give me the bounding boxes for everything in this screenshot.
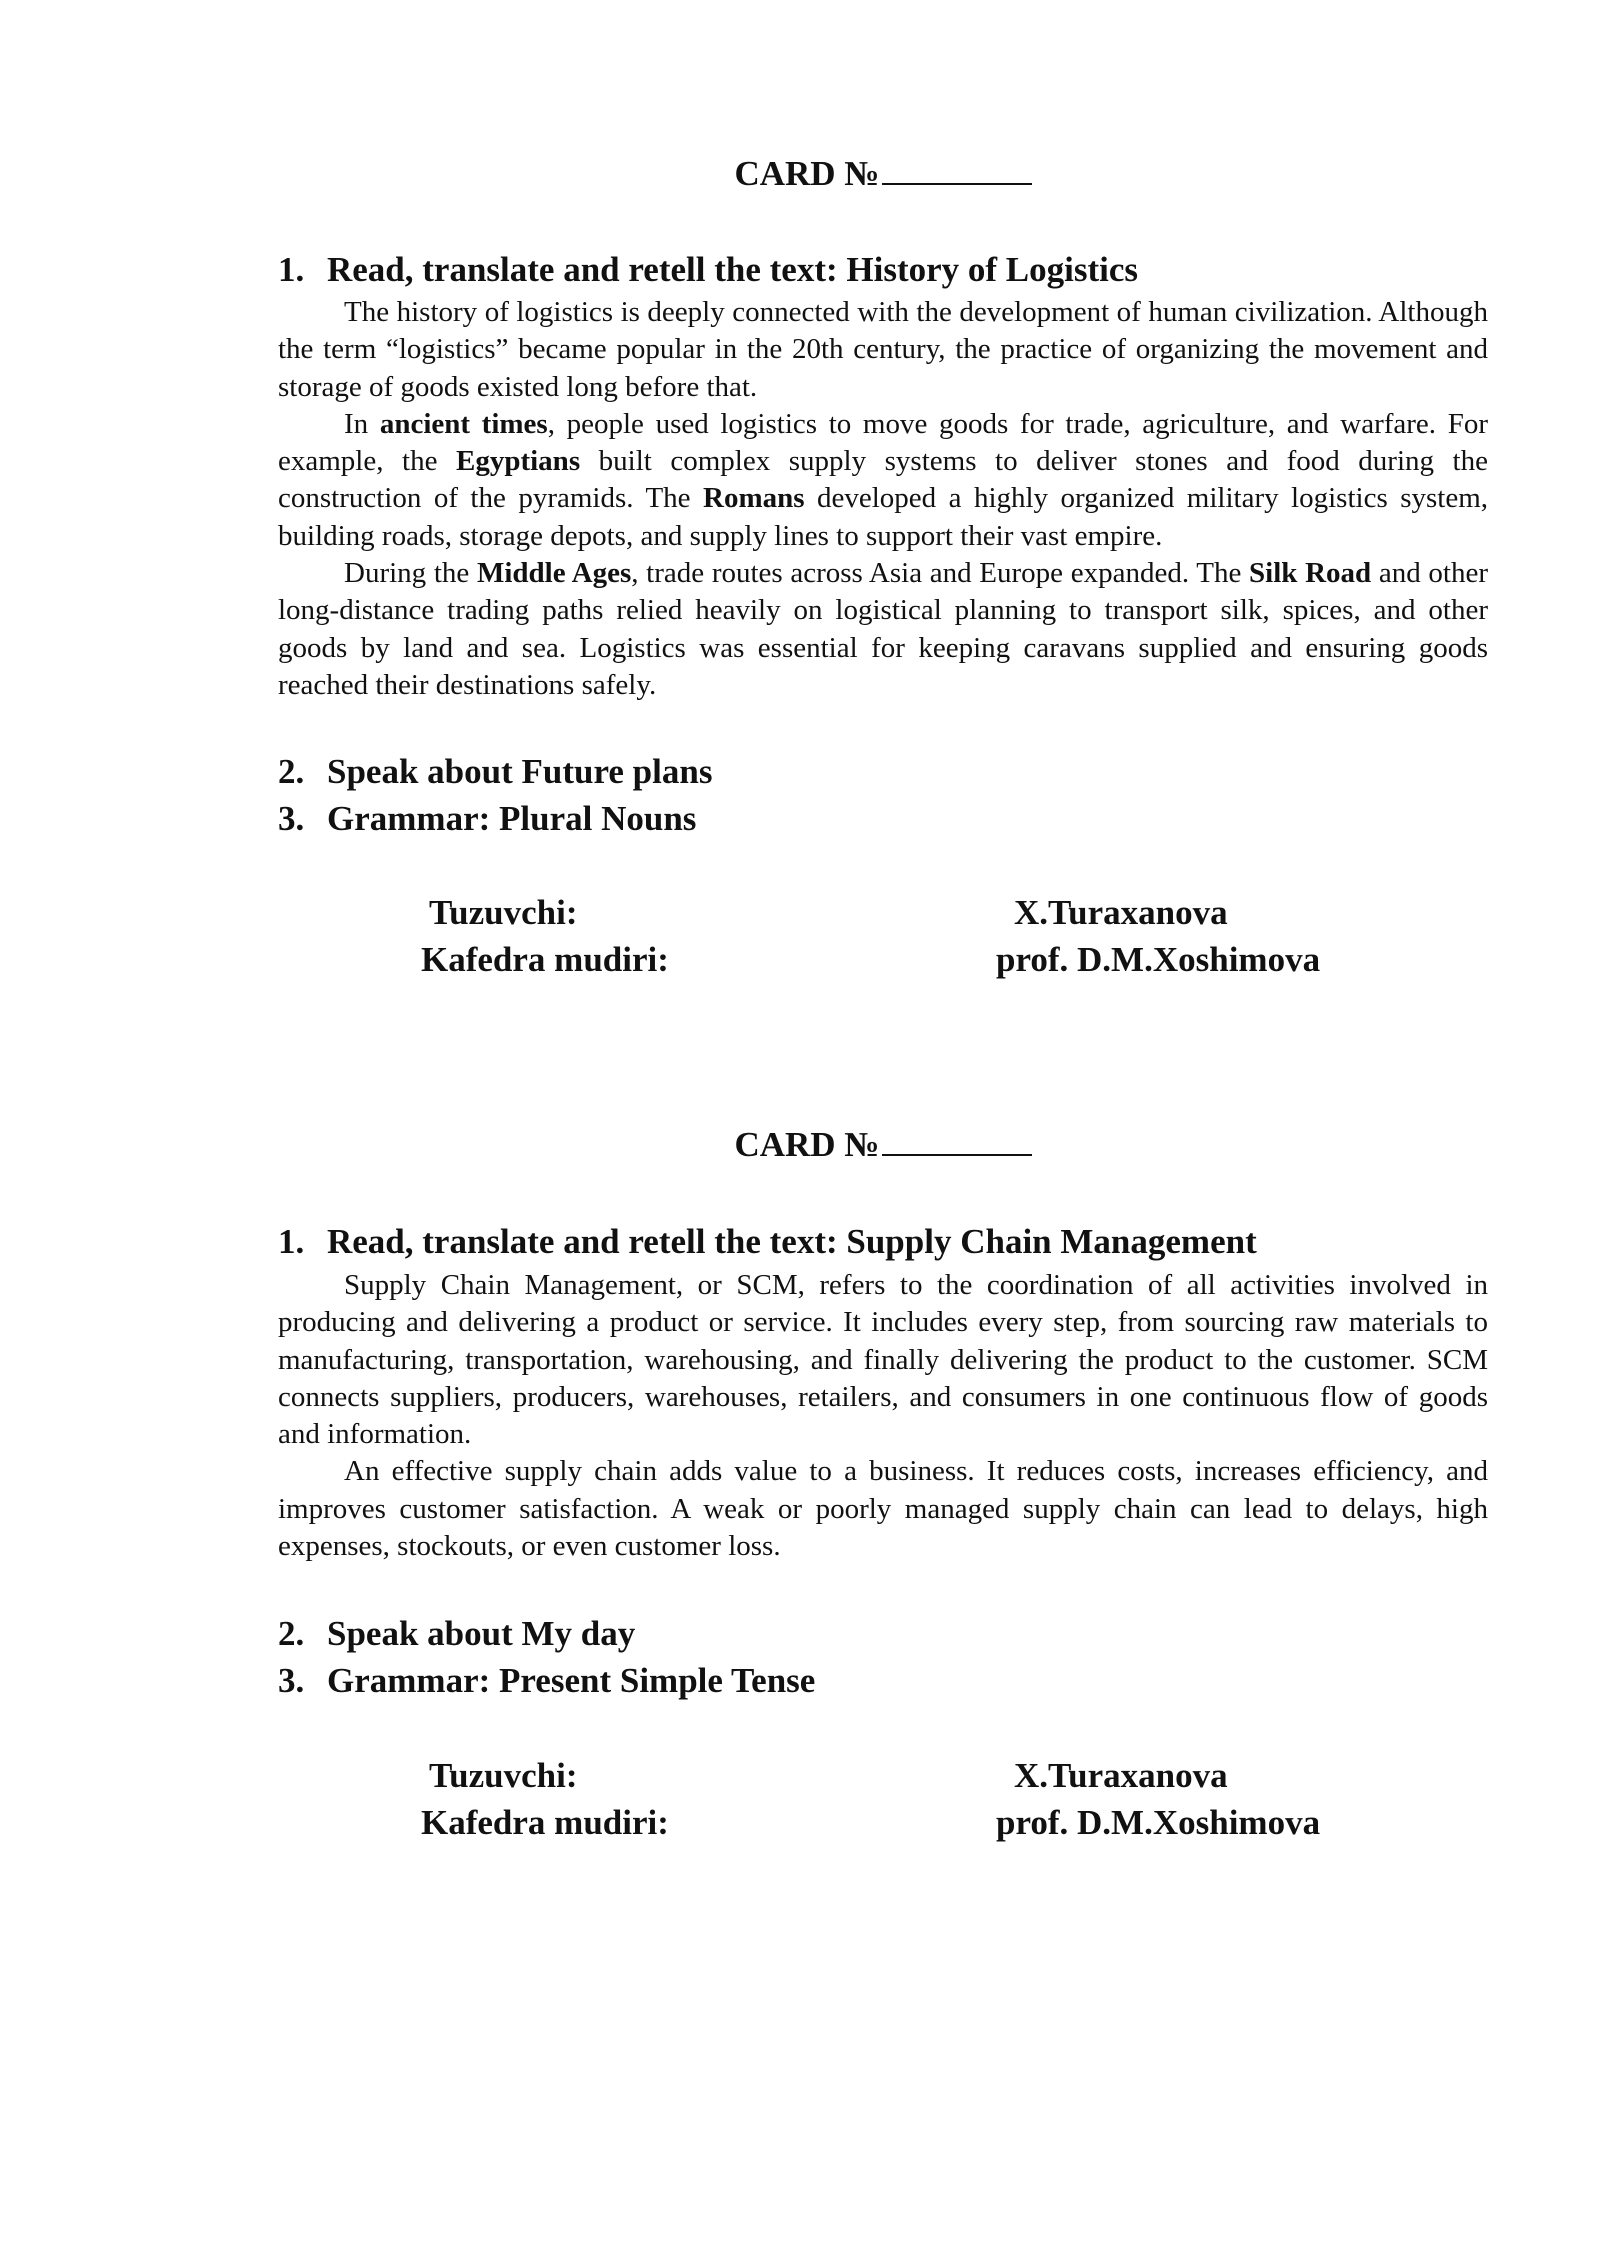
compiler-name: X.Turaxanova bbox=[1014, 1756, 1228, 1795]
card-number-blank bbox=[882, 1126, 1032, 1156]
compiler-label: Tuzuvchi: bbox=[429, 1756, 578, 1795]
head-name: prof. D.M.Xoshimova bbox=[996, 1803, 1321, 1842]
bold-term: Romans bbox=[703, 482, 805, 515]
text-run: and other long-distance trading paths relied heavily on logistical planning to transport silk, spices, and other goods by land and sea. Logistics was essential for keeping caravans supplied and ensuring goods reached their destinations safely. bbox=[278, 557, 1488, 701]
text-run: In bbox=[344, 407, 380, 440]
text-run: During the bbox=[344, 557, 477, 590]
text-run: , people used logistics to move goods for trade, agriculture, and warfare. For example, the bbox=[278, 407, 1488, 478]
text-run: The history of logistics is deeply connected with the development of human civilization. Although the term “logistics” became popular in the 20th century, the practice of organizing the movement and storage of goods existed long before that. bbox=[278, 296, 1488, 403]
bold-term: ancient times bbox=[379, 407, 548, 440]
card-title: CARD № bbox=[278, 154, 1488, 194]
task-2-heading: 2. Speak about My day bbox=[278, 1614, 636, 1653]
head-label: Kafedra mudiri: bbox=[421, 940, 669, 979]
text-run: developed a highly organized military logistics system, building roads, storage depots, and supply lines to support their vast empire. bbox=[278, 482, 1488, 552]
task-1-heading: 1. Read, translate and retell the text: Supply Chain Management bbox=[278, 1222, 1257, 1261]
paragraph bbox=[278, 406, 1488, 555]
card-number-blank bbox=[882, 155, 1032, 185]
compiler-name: X.Turaxanova bbox=[1014, 893, 1228, 932]
task-3-heading: 3. Grammar: Present Simple Tense bbox=[278, 1661, 816, 1700]
paragraph bbox=[278, 1267, 1488, 1453]
bold-term: Middle Ages bbox=[476, 557, 632, 590]
bold-term: Egyptians bbox=[456, 445, 581, 478]
bold-term: Silk Road bbox=[1249, 557, 1372, 590]
text-run: built complex supply systems to deliver stones and food during the construction of the pyramids. The bbox=[278, 445, 1488, 515]
compiler-label: Tuzuvchi: bbox=[429, 893, 578, 932]
task-3-heading: 3. Grammar: Plural Nouns bbox=[278, 799, 697, 838]
text-run: , trade routes across Asia and Europe expanded. The bbox=[631, 557, 1250, 590]
reading-text bbox=[278, 1267, 1488, 1565]
task-1-heading: 1. Read, translate and retell the text: History of Logistics bbox=[278, 250, 1139, 289]
text-run: An effective supply chain adds value to a business. It reduces costs, increases efficiency, and improves customer satisfaction. A weak or poorly managed supply chain can lead to delays, high expenses, stockouts, or even customer loss. bbox=[278, 1455, 1488, 1563]
head-label: Kafedra mudiri: bbox=[421, 1803, 669, 1842]
paragraph bbox=[278, 1453, 1488, 1565]
card-title: CARD № bbox=[278, 1125, 1488, 1165]
text-run: Supply Chain Management, or SCM, refers to the coordination of all activities involved in producing and delivering a product or service. It includes every step, from sourcing raw materials to manufacturing, transportation, warehousing, and finally delivering the product to the customer. SCM connects suppliers, producers, warehouses, retailers, and consumers in one continuous flow of goods and information. bbox=[278, 1269, 1488, 1451]
reading-text bbox=[278, 294, 1488, 704]
task-2-heading: 2. Speak about Future plans bbox=[278, 752, 713, 791]
paragraph bbox=[278, 294, 1488, 406]
head-name: prof. D.M.Xoshimova bbox=[996, 940, 1321, 979]
paragraph bbox=[278, 555, 1488, 704]
